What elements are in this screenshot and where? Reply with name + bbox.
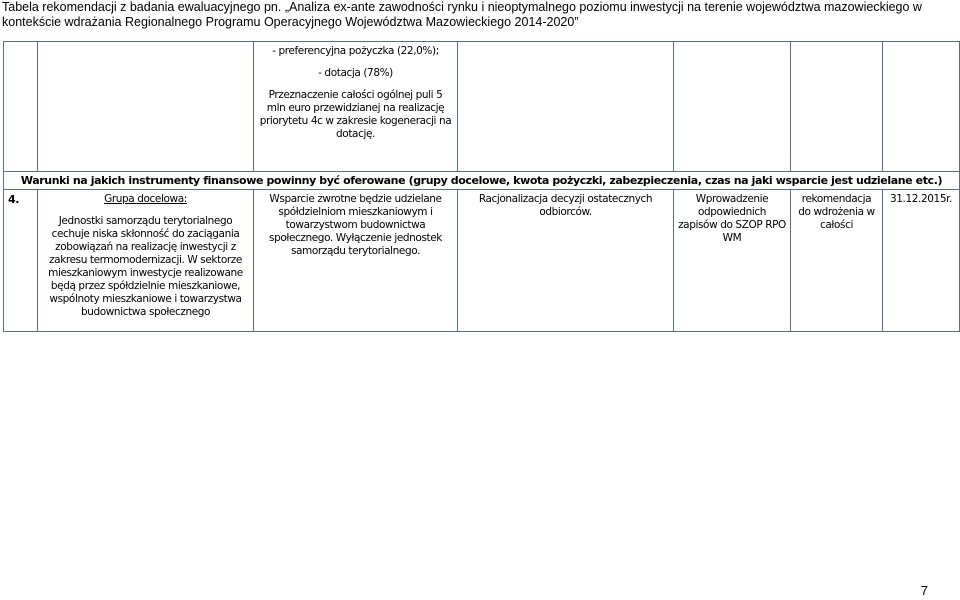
table-row: [4, 42, 960, 172]
document-title: Tabela rekomendacji z badania ewaluacyjnego pn. „Analiza ex-ante zawodności rynku i nieoptymalnego poziomu inwestycji na terenie województwa mazowieckiego w kontekście wdrażania Regionalnego Programu Operacyjnego Województwa Mazowieckiego 2014-2020”: [2, 0, 922, 29]
cell: [883, 42, 960, 172]
section-header-row: [4, 172, 960, 190]
text: - preferencyjna pożyczka (22,0%);: [272, 45, 439, 57]
cell: [791, 42, 883, 172]
text: Przeznaczenie całości ogólnej puli 5 mln euro przewidzianej na realizację priorytetu 4c w zakresie kogeneracji na dotację.: [259, 89, 452, 140]
cell-implementation: Wprowadzenie odpowiednich zapisów do SZOP RPO WM: [674, 190, 791, 332]
group-label: Grupa docelowa:: [104, 193, 187, 205]
cell-deadline: 31.12.2015r.: [883, 190, 960, 332]
cell: [4, 42, 38, 172]
row-number: 4.: [4, 190, 38, 332]
page-number: 7: [920, 583, 928, 598]
cell-status: rekomendacja do wdrożenia w całości: [791, 190, 883, 332]
table-row: [4, 190, 960, 332]
cell: [674, 42, 791, 172]
cell-target-group: [38, 190, 254, 332]
recommendations-table: [3, 41, 960, 332]
section-header: Warunki na jakich instrumenty finansowe powinny być oferowane (grupy docelowe, kwota pożyczki, zabezpieczenia, czas na jaki wsparcie jest udzielane etc.): [4, 172, 960, 190]
cell: [458, 42, 674, 172]
cell-instruments: [254, 42, 458, 172]
cell: [38, 42, 254, 172]
group-text: Jednostki samorządu terytorialnego cechuje niska skłonność do zaciągania zobowiązań na realizację inwestycji z zakresu termomodernizacji. W sektorze mieszkaniowym inwestycje realizowane będą przez spółdzielnie mieszkaniowe, wspólnoty mieszkaniowe i towarzystwa budownictwa społecznego: [48, 215, 243, 318]
cell-effect: Racjonalizacja decyzji ostatecznych odbiorców.: [458, 190, 674, 332]
text: - dotacja (78%): [318, 67, 393, 79]
cell-recommendation: Wsparcie zwrotne będzie udzielane spółdzielniom mieszkaniowym i towarzystwom budownictwa społecznego. Wyłączenie jednostek samorządu terytorialnego.: [254, 190, 458, 332]
